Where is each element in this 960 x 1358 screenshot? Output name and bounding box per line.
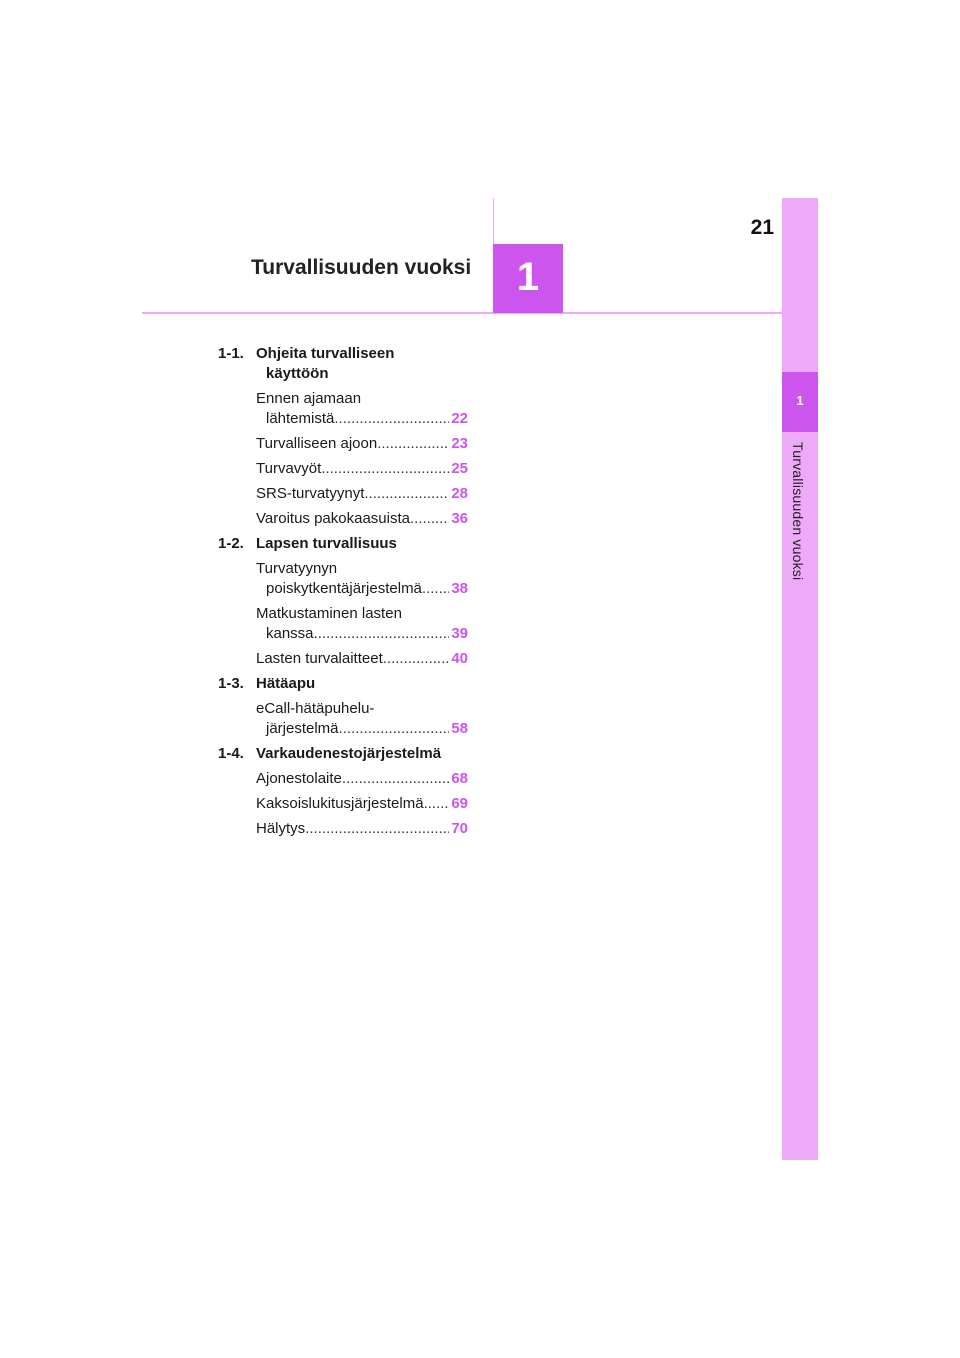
entry-page-link[interactable]: 69 bbox=[451, 795, 468, 812]
leader-dots bbox=[314, 624, 450, 644]
section-number: 1-1. bbox=[218, 345, 244, 362]
toc-entry[interactable] bbox=[218, 434, 468, 454]
header-rule bbox=[142, 312, 782, 314]
entry-page-link[interactable]: 39 bbox=[451, 625, 468, 642]
entry-title: Kaksoislukitusjärjestelmä bbox=[256, 795, 424, 812]
entry-title: Varoitus pakokaasuista bbox=[256, 510, 410, 527]
entry-title: Ennen ajamaan bbox=[256, 390, 362, 407]
section-title-continued: käyttöön bbox=[266, 365, 329, 382]
toc-entry[interactable] bbox=[218, 819, 468, 839]
entry-title: Turvatyynyn bbox=[256, 560, 338, 577]
page-number: 21 bbox=[750, 216, 774, 239]
entry-page-link[interactable]: 70 bbox=[451, 820, 468, 837]
toc-section-heading[interactable] bbox=[218, 744, 468, 764]
entry-page-link[interactable]: 38 bbox=[451, 580, 468, 597]
entry-title-continued: poiskytkentäjärjestelmä bbox=[266, 580, 422, 597]
entry-page-link[interactable]: 28 bbox=[451, 485, 468, 502]
leader-dots bbox=[334, 409, 449, 429]
leader-dots bbox=[424, 794, 450, 814]
entry-title: Turvavyöt bbox=[256, 460, 322, 477]
toc-entry[interactable] bbox=[218, 794, 468, 814]
table-of-contents bbox=[218, 344, 468, 844]
entry-title: Ajonestolaite bbox=[256, 770, 342, 787]
entry-title-continued: kanssa bbox=[266, 625, 314, 642]
section-title: Varkaudenestojärjestelmä bbox=[256, 745, 442, 762]
entry-title: Lasten turvalaitteet bbox=[256, 650, 383, 667]
entry-page-link[interactable]: 40 bbox=[451, 650, 468, 667]
toc-entry[interactable] bbox=[218, 459, 468, 479]
entry-page-link[interactable]: 23 bbox=[451, 435, 468, 452]
entry-page-link[interactable]: 25 bbox=[451, 460, 468, 477]
leader-dots bbox=[321, 459, 449, 479]
chapter-number: 1 bbox=[516, 255, 540, 299]
toc-section-heading[interactable] bbox=[218, 674, 468, 694]
entry-title-continued: lähtemistä bbox=[266, 410, 335, 427]
entry-title: eCall-hätäpuhelu- bbox=[256, 700, 375, 717]
entry-title: Matkustaminen lasten bbox=[256, 605, 402, 622]
toc-entry[interactable] bbox=[218, 509, 468, 529]
section-number: 1-3. bbox=[218, 675, 244, 692]
toc-entry[interactable] bbox=[218, 484, 468, 504]
chapter-title: Turvallisuuden vuoksi bbox=[251, 256, 472, 279]
side-tab-number: 1 bbox=[796, 393, 804, 408]
entry-title: Hälytys bbox=[256, 820, 306, 837]
leader-dots bbox=[342, 769, 449, 789]
entry-title-continued: järjestelmä bbox=[266, 720, 339, 737]
side-tab-bar bbox=[782, 198, 818, 1160]
toc-entry[interactable] bbox=[218, 649, 468, 669]
toc-entry[interactable] bbox=[218, 389, 468, 429]
section-title: Ohjeita turvalliseen bbox=[256, 345, 395, 362]
toc-entry[interactable] bbox=[218, 769, 468, 789]
leader-dots bbox=[377, 434, 449, 454]
leader-dots bbox=[410, 509, 449, 529]
entry-page-link[interactable]: 68 bbox=[451, 770, 468, 787]
toc-entry[interactable] bbox=[218, 604, 468, 644]
entry-page-link[interactable]: 22 bbox=[451, 410, 468, 427]
toc-section-heading[interactable] bbox=[218, 534, 468, 554]
section-title: Hätäapu bbox=[256, 675, 316, 692]
entry-title: Turvalliseen ajoon bbox=[256, 435, 378, 452]
entry-page-link[interactable]: 36 bbox=[451, 510, 468, 527]
leader-dots bbox=[305, 819, 449, 839]
entry-title: SRS-turvatyynyt bbox=[256, 485, 365, 502]
side-tab-label: Turvallisuuden vuoksi bbox=[790, 442, 806, 581]
section-title: Lapsen turvallisuus bbox=[256, 535, 397, 552]
toc-entry[interactable] bbox=[218, 559, 468, 599]
entry-page-link[interactable]: 58 bbox=[451, 720, 468, 737]
leader-dots bbox=[364, 484, 449, 504]
leader-dots bbox=[339, 719, 450, 739]
leader-dots bbox=[383, 649, 450, 669]
section-number: 1-4. bbox=[218, 745, 244, 762]
leader-dots bbox=[422, 579, 449, 599]
toc-section-heading[interactable] bbox=[218, 344, 468, 384]
header-divider bbox=[493, 198, 494, 246]
toc-entry[interactable] bbox=[218, 699, 468, 739]
section-number: 1-2. bbox=[218, 535, 244, 552]
